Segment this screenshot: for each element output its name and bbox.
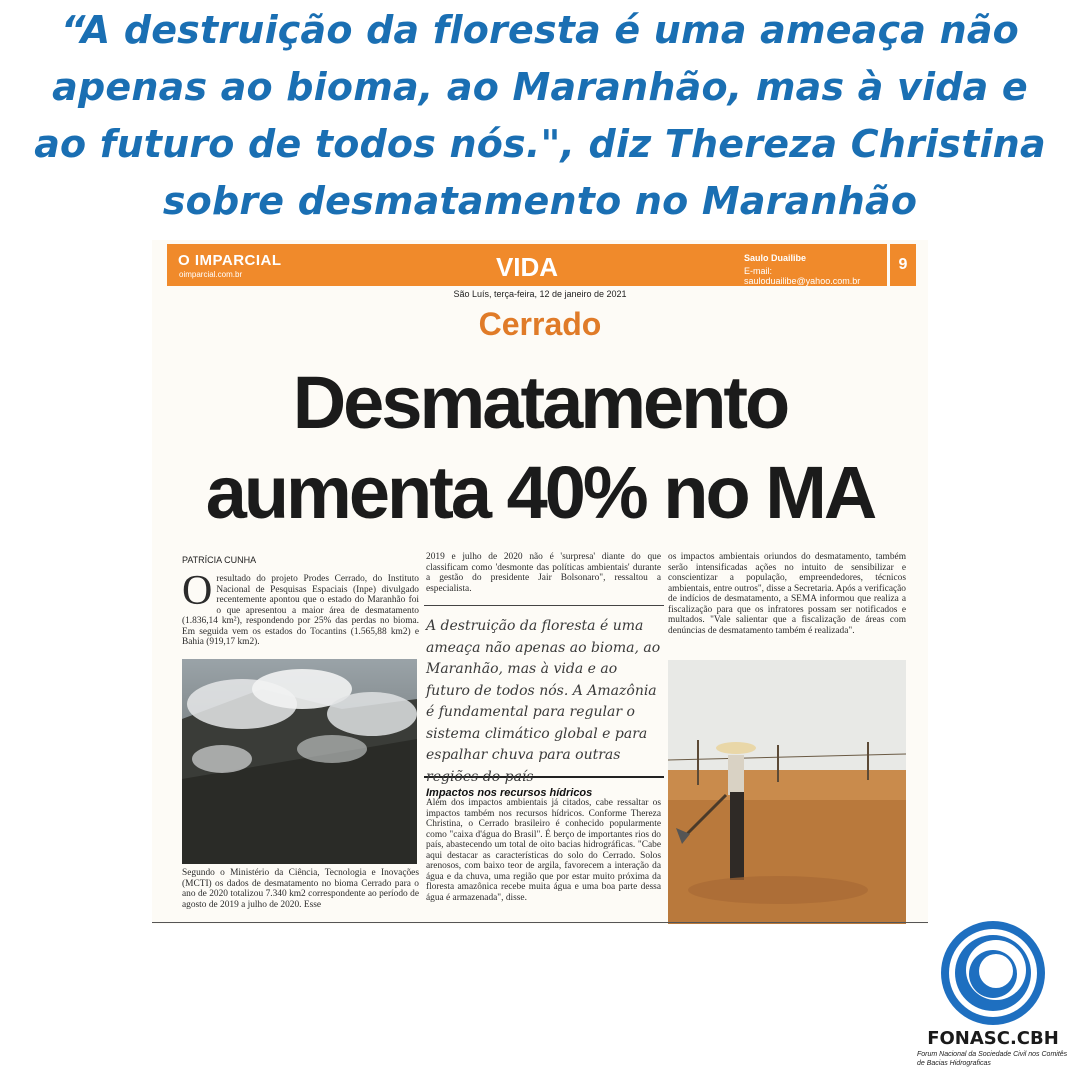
byline: PATRÍCIA CUNHA: [182, 555, 257, 565]
logo-subtitle: Forum Nacional da Sociedade Civil nos Comitês de Bacias Hidrograficas: [917, 1051, 1068, 1067]
headline: [152, 358, 928, 538]
section-title: VIDA: [495, 252, 559, 282]
subhead: Impactos nos recursos hídricos: [426, 787, 593, 799]
masthead-author: Saulo Duailibe: [744, 253, 807, 263]
masthead-email: E-mail: sauloduailibe@yahoo.com.br: [744, 266, 861, 286]
farmer-photo: [668, 660, 906, 924]
pull-quote: [424, 605, 664, 785]
article-column-1: [182, 568, 419, 648]
quote-banner: “A destruição da floresta é uma ameaça não apenas ao bioma, ao Maranhão, mas à vida e ao futuro de todos nós.", diz Thereza Christina sobre desmatamento no Maranhão: [34, 8, 1046, 223]
dateline: São Luís, terça-feira, 12 de janeiro de 2021: [453, 289, 627, 299]
logo-title: FONASC.CBH: [927, 1028, 1059, 1049]
masthead: [167, 244, 887, 286]
drop-cap: O: [182, 568, 213, 614]
headline-line-2: aumenta 40% no MA: [205, 451, 875, 534]
fonasc-logo-icon: [938, 918, 1048, 1028]
clipping-bottom-rule: [152, 922, 928, 923]
newspaper-site: oimparcial.com.br: [179, 270, 243, 279]
newspaper-clipping: [152, 240, 928, 924]
fire-smoke-photo: [182, 659, 417, 864]
pull-quote-text: A destruição da floresta é uma ameaça não apenas ao bioma, ao Maranhão, mas à vida e ao futuro de todos nós. A Amazônia é fundamental para regular o sistema climático global e para espalhar chuva para outras regiões do país: [426, 618, 661, 785]
article-column-2b: Além dos impactos ambientais já citados, cabe ressaltar os impactos também nos recursos hídricos. Conforme Thereza Christina, o Cerrado brasileiro é conhecido popularmente como "caixa d'água do Brasil". É berço de importantes rios do país, abastecendo um total de oito bacias hidrográficas. "Cabe aqui destacar as características do solo do Cerrado. Solos arenosos, com baixo teor de argila, favorecem a interação da água e da chuva, uma região que por estar muito próxima da floresta amazônica recebe muita água e uma boa parte dessa água é armazenada", disse.: [426, 798, 661, 903]
page-number: 9: [890, 244, 916, 286]
article-column-2: 2019 e julho de 2020 não é 'surpresa' diante do que classificam como 'desmonte das políticas ambientais' durante a gestão do presidente Jair Bolsonaro", ressaltou a especialista.: [426, 552, 661, 594]
article-column-3: os impactos ambientais oriundos do desmatamento, também serão intensificadas ações no intuito de sensibilizar e conscientizar a população, empreendedores, técnicos ambientais, entre outros", disse a Secretaria. Após a verificação de indícios de desmatamento, a SEMA informou que realiza a fiscalização para que os infratores possam ser notificados e multados. "Vale salientar que a fiscalização de áreas com denúncias de desmatamento também é realizada".: [668, 552, 906, 636]
article-column-1b: Segundo o Ministério da Ciência, Tecnologia e Inovações (MCTI) os dados de desmatamento no bioma Cerrado para o ano de 2020 totalizou 7.340 km2 correspondente ao período de agosto de 2019 a julho de 2020. Esse: [182, 868, 419, 910]
column-1-text: resultado do projeto Prodes Cerrado, do Instituto Nacional de Pesquisas Espaciais (Inpe) divulgado recentemente apontou que o estado do Maranhão foi o que apresentou a maior área de desmatamento (1.836,14 km²), respondendo por 25% das perdas no bioma. Em seguida vem os estados do Tocantins (1.565,88 km2) e Bahia (919,17 km2).: [182, 574, 419, 647]
kicker: Cerrado: [478, 306, 602, 342]
headline-line-1: Desmatamento: [292, 361, 788, 444]
newspaper-logo: O IMPARCIAL: [178, 252, 282, 269]
